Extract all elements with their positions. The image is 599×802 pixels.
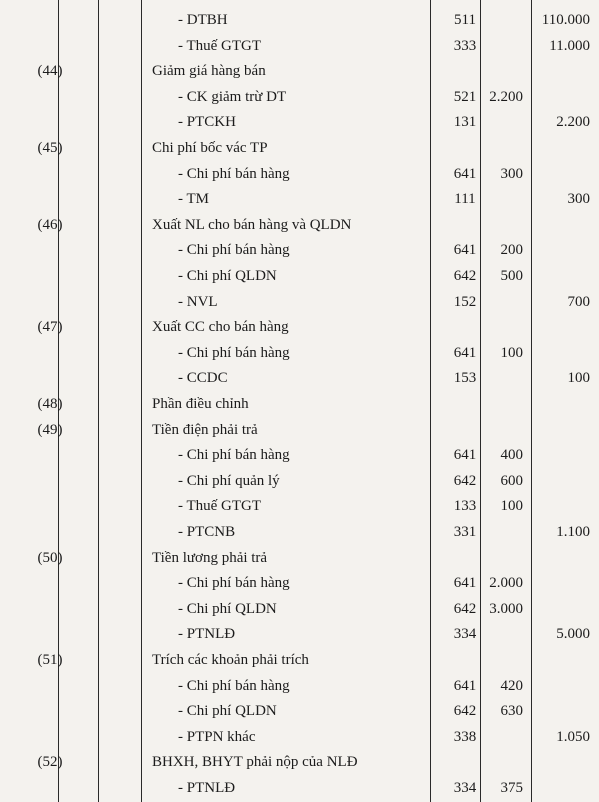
entry-number: (46) (37, 216, 63, 233)
account-code: 641 (453, 165, 477, 182)
entry-description: Trích các khoản phải trích (152, 652, 309, 668)
credit-amount: 110.000 (541, 12, 590, 28)
entry-description: - CCDC (178, 370, 228, 387)
debit-amount: 630 (500, 703, 523, 720)
entry-number: (49) (37, 421, 63, 438)
table-row (0, 520, 599, 545)
debit-amount: 400 (500, 447, 523, 464)
account-code: 152 (453, 293, 477, 310)
entry-number: (45) (37, 140, 63, 156)
entry-number: (50) (37, 549, 63, 566)
table-row (0, 571, 599, 596)
table-row (0, 34, 599, 59)
table-row (0, 546, 599, 571)
entry-description: - PTCNB (178, 524, 236, 540)
account-code: 133 (453, 498, 477, 515)
entry-description: - PTNLĐ (178, 780, 236, 796)
table-row (0, 85, 599, 110)
table-row (0, 187, 599, 212)
entry-number: (51) (37, 652, 63, 668)
account-code: 131 (453, 114, 477, 131)
account-code: 642 (453, 472, 477, 489)
entry-description: - Chi phí bán hàng (178, 575, 290, 592)
debit-amount: 200 (500, 242, 523, 259)
entry-number: (47) (37, 319, 63, 336)
account-code: 334 (453, 780, 477, 796)
entry-description: - Thuế GTGT (178, 498, 262, 515)
entry-description: - CK giảm trừ DT (178, 88, 287, 105)
entry-description: - PTCKH (178, 114, 236, 131)
debit-amount: 3.000 (489, 600, 523, 617)
entry-number: (44) (37, 63, 63, 80)
entry-description: - Chi phí quản lý (178, 472, 280, 489)
table-row (0, 341, 599, 366)
table-row (0, 443, 599, 468)
table-row (0, 162, 599, 187)
credit-amount: 11.000 (549, 37, 590, 54)
account-code: 642 (453, 703, 477, 720)
debit-amount: 100 (500, 344, 523, 361)
credit-amount: 5.000 (556, 626, 590, 643)
table-row (0, 392, 599, 417)
entry-description: - Chi phí bán hàng (178, 242, 290, 259)
account-code: 334 (453, 626, 477, 643)
debit-amount: 2.000 (489, 575, 523, 592)
debit-amount: 420 (500, 677, 523, 694)
table-row (0, 622, 599, 647)
credit-amount: 700 (567, 293, 590, 310)
entry-description: - PTPN khác (178, 728, 256, 745)
entry-description: - Chi phí bán hàng (178, 165, 290, 182)
table-row (0, 648, 599, 673)
table-row (0, 469, 599, 494)
credit-amount: 300 (567, 191, 590, 208)
table-row (0, 110, 599, 135)
entry-description: Xuất NL cho bán hàng và QLDN (152, 216, 352, 233)
debit-amount: 100 (500, 498, 523, 515)
table-row (0, 238, 599, 263)
credit-amount: 1.050 (556, 728, 590, 745)
entry-description: - NVL (178, 293, 218, 310)
table-row (0, 315, 599, 340)
table-row (0, 597, 599, 622)
entry-description: Chi phí bốc vác TP (152, 140, 268, 156)
entry-description: - TM (178, 191, 209, 208)
table-row (0, 725, 599, 750)
account-code: 641 (453, 242, 477, 259)
table-row (0, 699, 599, 724)
credit-amount: 2.200 (556, 114, 590, 131)
entry-description: - Chi phí QLDN (178, 600, 277, 617)
entry-description: Xuất CC cho bán hàng (152, 319, 289, 336)
debit-amount: 375 (500, 780, 523, 796)
account-code: 641 (453, 447, 477, 464)
account-code: 641 (453, 344, 477, 361)
table-row (0, 418, 599, 443)
table-row (0, 494, 599, 519)
account-code: 642 (453, 600, 477, 617)
debit-amount: 300 (500, 165, 523, 182)
table-row (0, 290, 599, 315)
table-row (0, 674, 599, 699)
account-code: 641 (453, 575, 477, 592)
table-row (0, 213, 599, 238)
account-code: 511 (454, 12, 476, 28)
credit-amount: 1.100 (556, 524, 590, 540)
entry-description: BHXH, BHYT phải nộp của NLĐ (152, 754, 358, 771)
entry-description: - Thuế GTGT (178, 37, 262, 54)
entry-description: - DTBH (178, 12, 228, 28)
table-row (0, 59, 599, 84)
entry-description: - Chi phí QLDN (178, 703, 277, 720)
credit-amount: 100 (567, 370, 590, 387)
table-row (0, 750, 599, 775)
account-code: 153 (453, 370, 477, 387)
entry-number: (52) (37, 754, 63, 771)
debit-amount: 500 (500, 268, 523, 284)
table-row (0, 136, 599, 161)
table-row (0, 366, 599, 391)
account-code: 521 (453, 88, 477, 105)
account-code: 642 (453, 268, 477, 284)
entry-description: - Chi phí QLDN (178, 268, 277, 284)
debit-amount: 600 (500, 472, 523, 489)
table-row (0, 776, 599, 801)
entry-description: - Chi phí bán hàng (178, 344, 290, 361)
account-code: 641 (453, 677, 477, 694)
account-code: 111 (454, 191, 476, 208)
entry-description: Tiền lương phải trả (152, 549, 268, 566)
account-code: 333 (453, 37, 477, 54)
table-row (0, 8, 599, 33)
account-code: 331 (453, 524, 477, 540)
table-row (0, 264, 599, 289)
entry-description: Giảm giá hàng bán (152, 63, 266, 80)
entry-description: - PTNLĐ (178, 626, 236, 643)
entry-description: Phần điều chỉnh (152, 396, 249, 412)
entry-number: (48) (37, 396, 63, 412)
entry-description: - Chi phí bán hàng (178, 447, 290, 464)
entry-description: - Chi phí bán hàng (178, 677, 290, 694)
debit-amount: 2.200 (489, 88, 523, 105)
entry-description: Tiền điện phải trả (152, 421, 258, 438)
account-code: 338 (453, 728, 477, 745)
